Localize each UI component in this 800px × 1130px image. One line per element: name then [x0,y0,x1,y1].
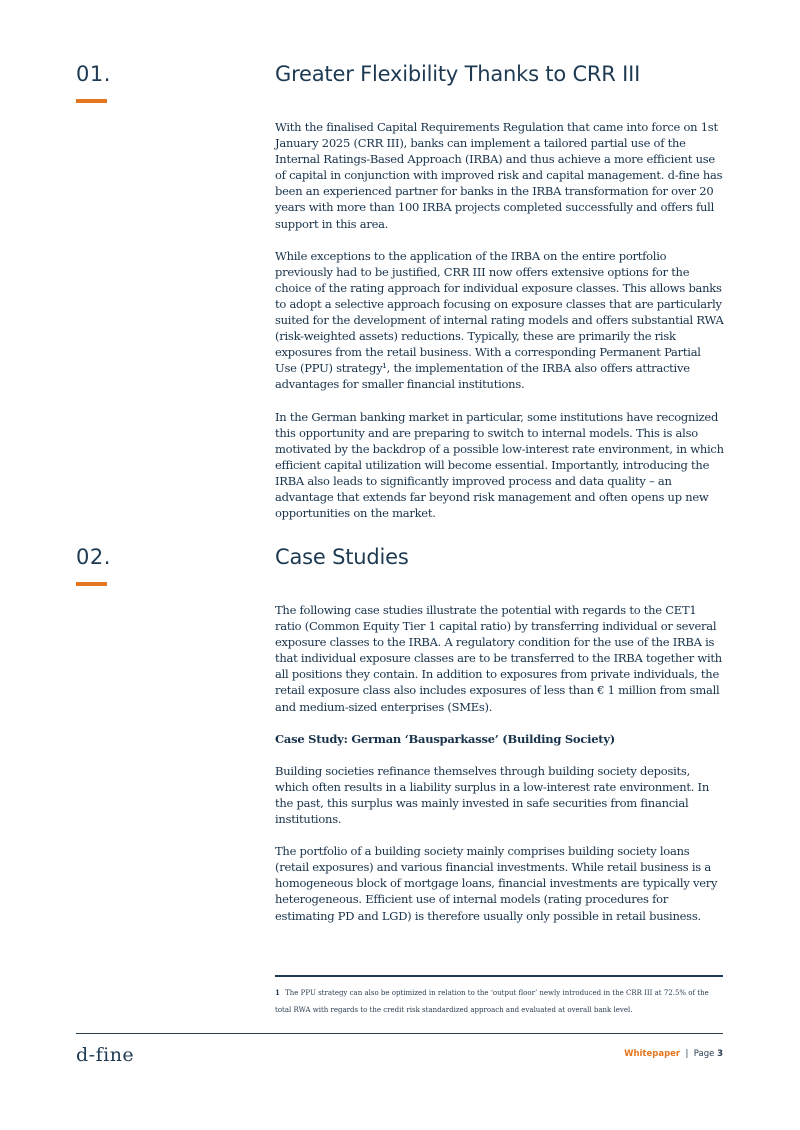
paragraph: With the finalised Capital Requirements Regulation that came into force on 1st January 2025 (CRR III), banks can implement a tailored partial use of the Internal Ratings-Based Approach (IRBA) and thus achieve a more efficient use of capital in conjunction with improved risk and capital management. d-fine has been an experienced partner for banks in the IRBA transformation for over 20 years with more than 100 IRBA projects completed successfully and offers full support in this area. [275,120,723,231]
page-number: 3 [717,1049,723,1059]
section-number: 02. [76,545,111,569]
paragraph: Building societies refinance themselves through building society deposits, which often results in a liability surplus in a low-interest rate environment. In the past, this surplus was mainly invested in safe securities from financial institutions. [275,763,709,827]
section-body [275,602,725,940]
paragraph: The portfolio of a building society mainly comprises building society loans (retail exposures) and various financial investments. While retail business is a homogeneous block of mortgage loans, financial investments are typically very heterogeneous. Efficient use of internal models (rating procedures for estimating PD and LGD) is therefore usually only possible in retail business. [275,844,718,923]
page-label: Page [693,1049,715,1059]
paragraph: In the German banking market in particular, some institutions have recognized this opportunity and are preparing to switch to internal models. This is also motivated by the backdrop of a possible low-interest rate environment, in which efficient capital utilization will become essential. Importantly, introducing the IRBA also leads to significantly improved process and data quality – an advantage that extends far beyond risk management and often opens up new opportunities on the market. [275,409,724,521]
section-accent-bar [76,99,107,103]
footer-divider [76,1033,723,1034]
case-study-heading: Case Study: German ‘Bausparkasse’ (Building Society) [275,731,615,746]
section-title: Greater Flexibility Thanks to CRR III [275,62,641,86]
section-body [275,119,725,537]
page-info [624,1049,723,1059]
section-number: 01. [76,62,111,86]
paragraph: The following case studies illustrate the potential with regards to the CET1 ratio (Common Equity Tier 1 capital ratio) by transferring individual or several exposure classes to the IRBA. A regulatory condition for the use of the IRBA is that individual exposure classes are to be transferred to the IRBA together with all positions they contain. In addition to exposures from private individuals, the retail exposure class also includes exposures of less than € 1 million from small and medium-sized enterprises (SMEs). [275,603,722,714]
section-accent-bar [76,582,107,586]
footer-separator: | [685,1049,689,1059]
footnote [275,984,725,1019]
footnote-number: 1 [275,988,280,997]
company-logo: d-fine [76,1044,135,1066]
paragraph: While exceptions to the application of the IRBA on the entire portfolio previously had to be justified, CRR III now offers extensive options for the choice of the rating approach for individual exposure classes. This allows banks to adopt a selective approach focusing on exposure classes that are particularly suited for the development of internal rating models and offers substantial RWA (risk-weighted assets) reductions. Typically, these are primarily the risk exposures from the retail business. With a corresponding Permanent Partial Use (PPU) strategy¹, the implementation of the IRBA also offers attractive advantages for smaller financial institutions. [275,248,724,392]
section-title: Case Studies [275,545,409,569]
footnote-divider [275,975,723,977]
doc-type-label: Whitepaper [624,1049,681,1059]
footnote-text: The PPU strategy can also be optimized in relation to the ‘output floor’ newly introduced in the CRR III at 72.5% of the total RWA with regards to the credit risk standardized approach and evaluated at overall bank level. [275,989,709,1014]
